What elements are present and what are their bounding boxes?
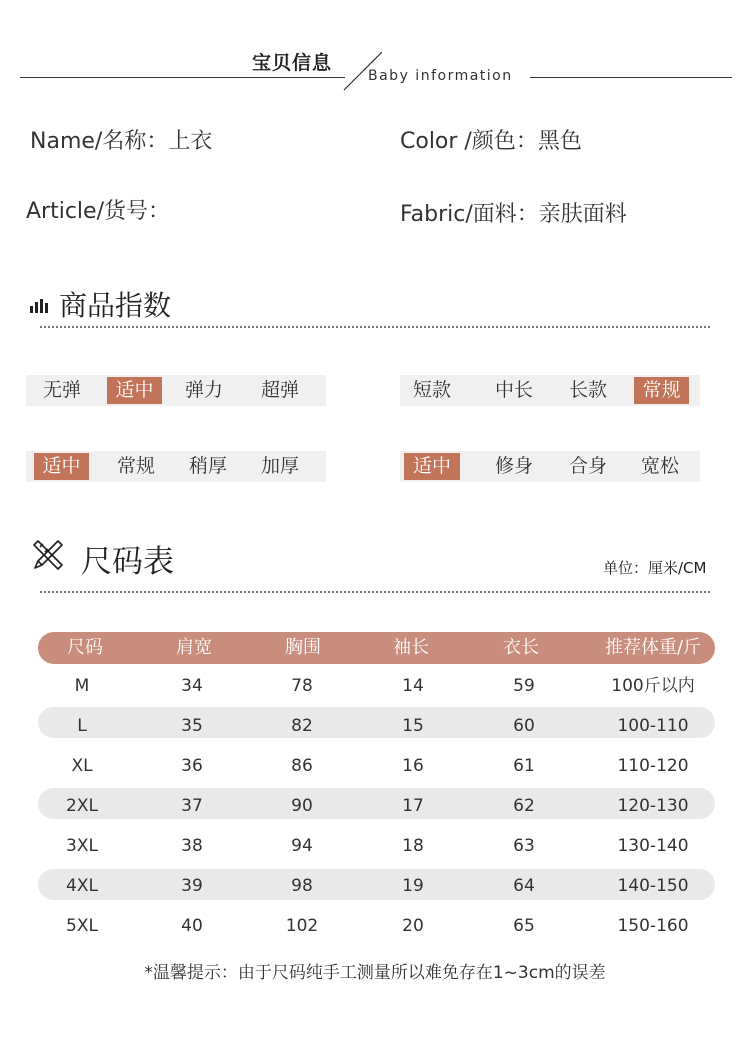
index-option: 短款: [412, 379, 451, 401]
measurement-cell: 20: [402, 916, 424, 936]
measurement-cell: 86: [291, 756, 313, 776]
index-group-thickness: [26, 451, 326, 482]
measurement-cell: 36: [181, 756, 203, 776]
measurement-cell: 38: [181, 836, 203, 856]
dotted-divider: [40, 591, 710, 593]
size-cell: 3XL: [66, 836, 98, 856]
measurement-cell: 98: [291, 876, 313, 896]
measurement-cell: 78: [291, 676, 313, 696]
measurement-cell: 130-140: [617, 836, 689, 856]
index-option: 合身: [568, 455, 607, 477]
measurement-cell: 65: [513, 916, 535, 936]
index-option: 修身: [494, 455, 533, 477]
column-header: 袖长: [393, 637, 429, 658]
product-name: Name/名称：上衣: [30, 129, 213, 154]
measurement-cell: 110-120: [617, 756, 689, 776]
header-left-rule: [20, 77, 345, 78]
measurement-cell: 63: [513, 836, 535, 856]
size-cell: XL: [71, 756, 93, 776]
measurement-cell: 120-130: [617, 796, 689, 816]
measurement-cell: 62: [513, 796, 535, 816]
index-option: 常规: [116, 455, 155, 477]
measurement-cell: 35: [181, 716, 203, 736]
index-option: 弹力: [184, 379, 223, 401]
index-option: 无弹: [42, 379, 81, 401]
measurement-cell: 102: [285, 916, 319, 936]
index-option: 稍厚: [188, 455, 227, 477]
column-header: 胸围: [285, 637, 321, 658]
measurement-cell: 19: [402, 876, 424, 896]
column-header: 衣长: [503, 637, 539, 658]
index-option: 加厚: [260, 455, 299, 477]
product-color: Color /颜色：黑色: [400, 129, 582, 154]
index-option: 中长: [494, 379, 533, 401]
column-header: 推荐体重/斤: [604, 637, 702, 658]
product-index-title: 商品指数: [59, 289, 172, 322]
measurement-cell: 100-110: [617, 716, 689, 736]
measurement-cell: 140-150: [617, 876, 689, 896]
ruler-pencil-icon: [30, 537, 66, 573]
measurement-cell: 15: [402, 716, 424, 736]
size-cell: 2XL: [66, 796, 98, 816]
size-table-header: [38, 632, 715, 664]
index-option: 长款: [568, 379, 607, 401]
dotted-divider: [40, 326, 710, 328]
measurement-cell: 100斤以内: [611, 676, 695, 696]
measurement-cell: 60: [513, 716, 535, 736]
measurement-note: *温馨提示：由于尺码纯手工测量所以难免存在1~3cm的误差: [144, 963, 606, 983]
measurement-cell: 18: [402, 836, 424, 856]
measurement-cell: 82: [291, 716, 313, 736]
product-article: Article/货号：: [26, 199, 170, 224]
size-cell: 4XL: [66, 876, 98, 896]
header-right-rule: [530, 77, 732, 78]
section-title-cn: 宝贝信息: [252, 52, 333, 74]
measurement-cell: 150-160: [617, 916, 689, 936]
size-cell: M: [74, 676, 90, 696]
measurement-cell: 14: [402, 676, 424, 696]
measurement-cell: 37: [181, 796, 203, 816]
size-cell: 5XL: [66, 916, 98, 936]
measurement-cell: 40: [181, 916, 203, 936]
measurement-cell: 61: [513, 756, 535, 776]
size-chart-title: 尺码表: [81, 544, 174, 580]
index-option-selected: 适中: [34, 453, 89, 480]
measurement-cell: 34: [181, 676, 203, 696]
column-header: 肩宽: [176, 637, 212, 658]
measurement-cell: 16: [402, 756, 424, 776]
index-group-length: [400, 375, 700, 406]
index-option: 宽松: [640, 455, 679, 477]
index-option-selected: 适中: [404, 453, 460, 480]
unit-label: 单位：厘米/CM: [603, 559, 707, 577]
measurement-cell: 90: [291, 796, 313, 816]
index-group-fit: [400, 451, 700, 482]
measurement-cell: 64: [513, 876, 535, 896]
size-cell: L: [77, 716, 87, 736]
measurement-cell: 59: [513, 676, 535, 696]
column-header: 尺码: [67, 637, 103, 658]
index-option-selected: 常规: [634, 377, 689, 404]
measurement-cell: 17: [402, 796, 424, 816]
index-option-selected: 适中: [107, 377, 162, 404]
index-option: 超弹: [260, 379, 299, 401]
measurement-cell: 39: [181, 876, 203, 896]
index-group-stretch: [26, 375, 326, 406]
product-fabric: Fabric/面料：亲肤面料: [400, 202, 627, 227]
bar-chart-icon: [30, 297, 48, 313]
section-title-en: Baby information: [368, 68, 513, 84]
measurement-cell: 94: [291, 836, 313, 856]
